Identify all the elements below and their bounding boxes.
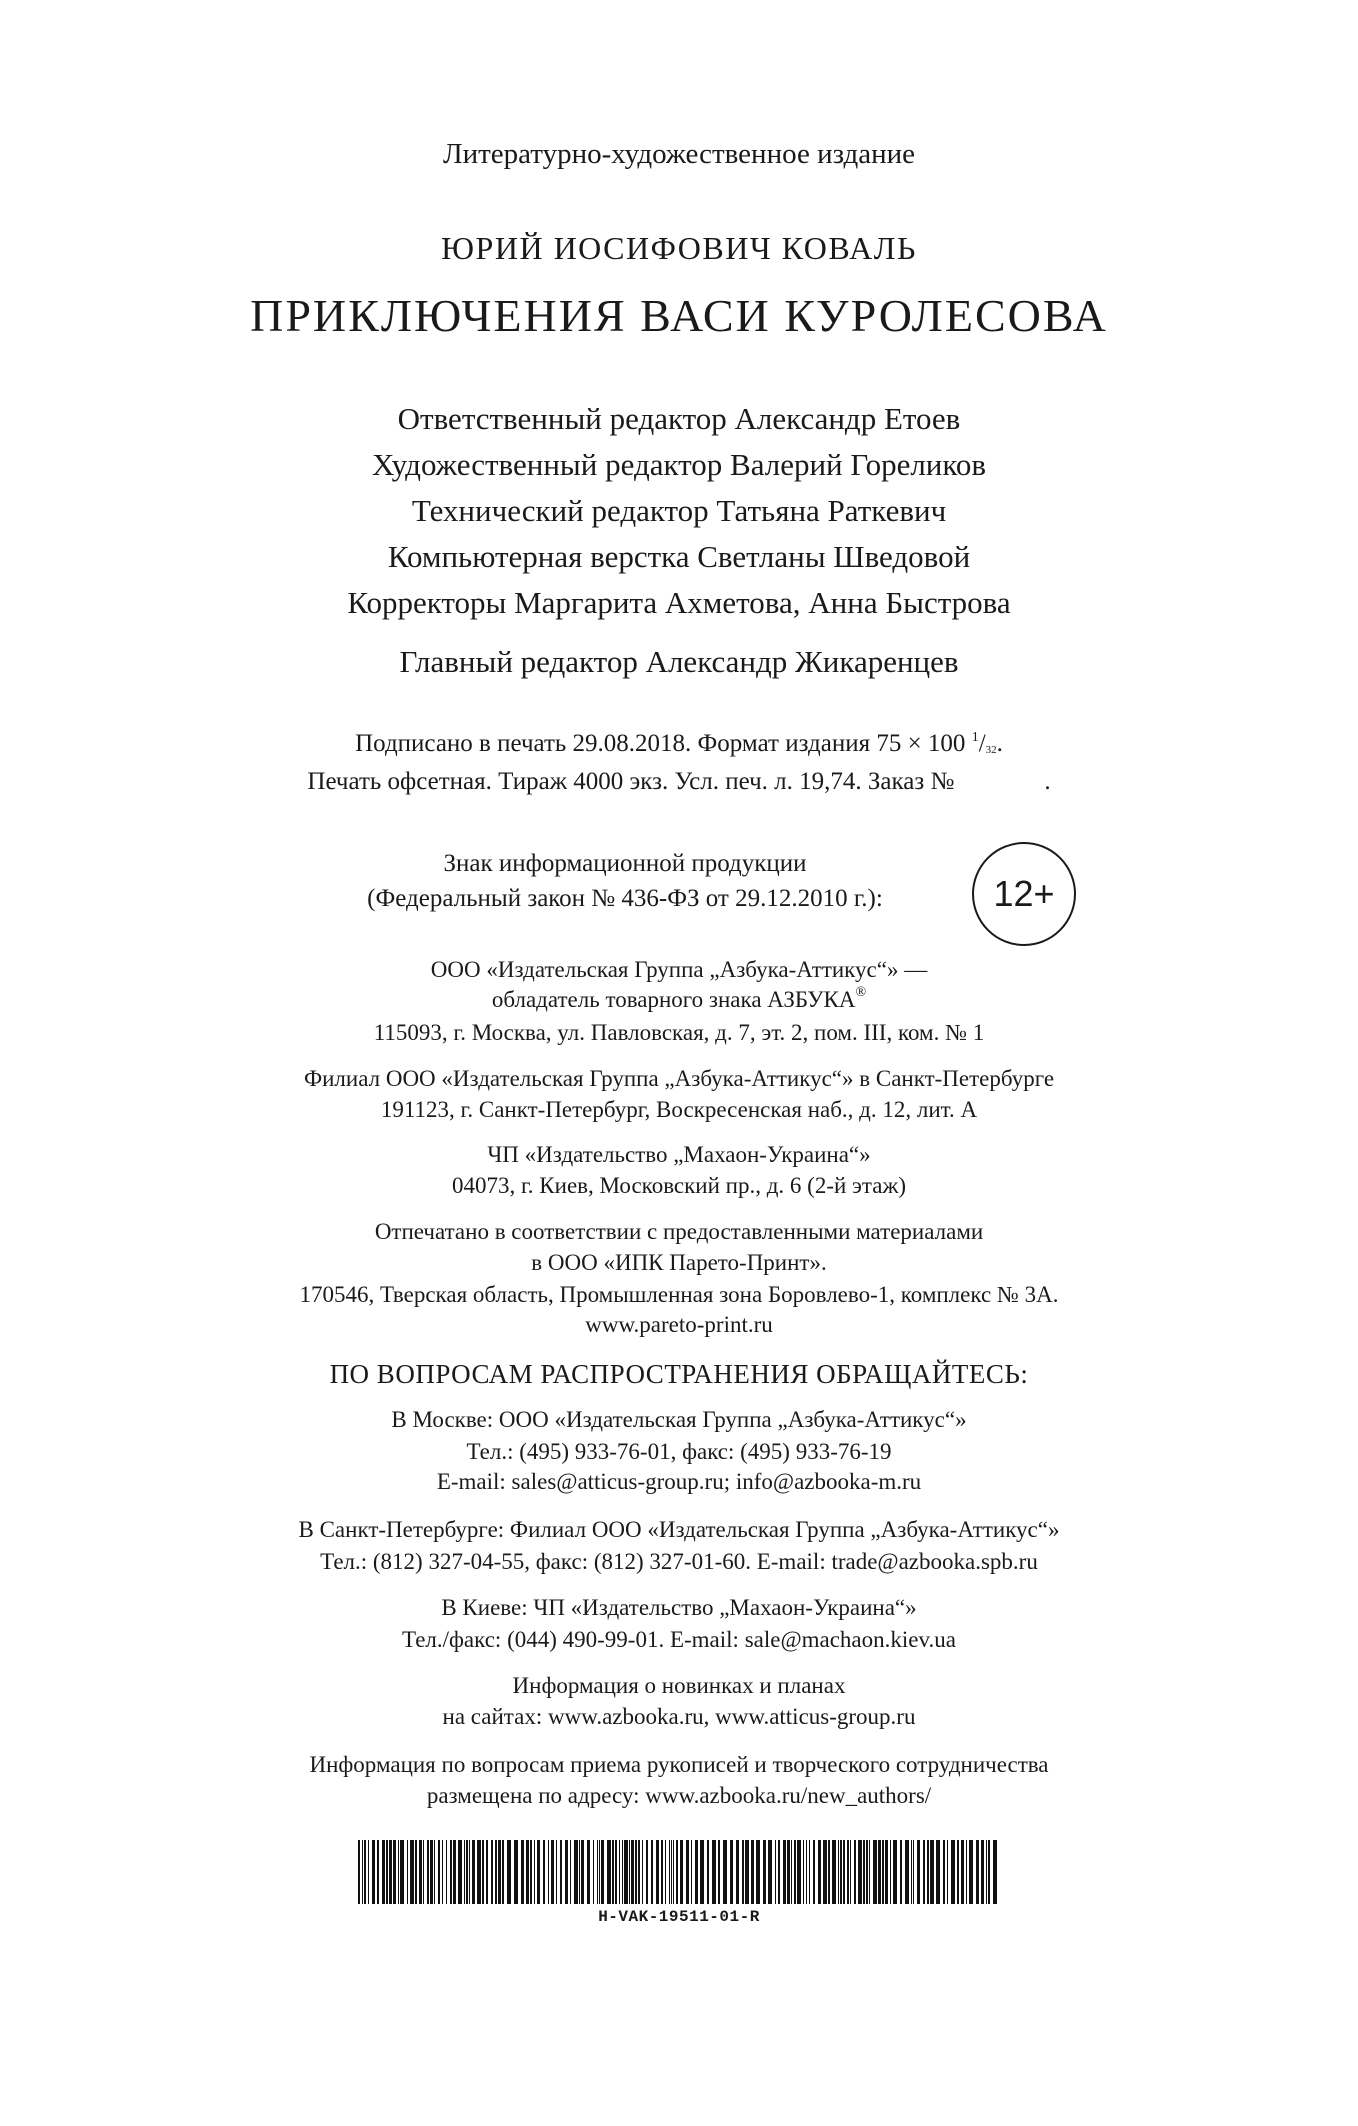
age-rating-label: Знак информационной продукции (443, 850, 807, 877)
publisher-address: 115093, г. Москва, ул. Павловская, д. 7, эт. 2, пом. III, ком. № 1 (373, 1020, 985, 1045)
book-title: ПРИКЛЮЧЕНИЯ ВАСИ КУРОЛЕСОВА (250, 290, 1108, 341)
age-rating-law: (Федеральный закон № 436-ФЗ от 29.12.2010 г.): (367, 885, 883, 912)
publisher-line-2 (0, 985, 1358, 1012)
staff-proofreaders: Корректоры Маргарита Ахметова, Анна Быстрова (347, 585, 1011, 620)
author-name: ЮРИЙ ИОСИФОВИЧ КОВАЛЬ (441, 230, 917, 266)
edition-type: Литературно-художественное издание (442, 138, 916, 170)
age-rating-text (290, 846, 960, 916)
printer-website: www.pareto-print.ru (585, 1312, 773, 1337)
manuscripts-info-line-2: размещена по адресу: www.azbooka.ru/new_authors/ (426, 1783, 932, 1808)
registered-trademark-icon: ® (855, 985, 867, 1000)
printer-line-1: Отпечатано в соответствии с предоставленными материалами (374, 1219, 984, 1244)
publisher-line-1: ООО «Издательская Группа „Азбука-Аттикус“» — (430, 957, 928, 982)
distribution-spb-line-1: В Санкт-Петербурге: Филиал ООО «Издательская Группа „Азбука-Аттикус“» (298, 1517, 1060, 1542)
print-info-line-2 (0, 769, 1358, 794)
age-rating-block (0, 842, 1358, 952)
news-info-websites: на сайтах: www.azbooka.ru, www.atticus-group.ru (442, 1704, 916, 1729)
format-numerator: 1 (971, 730, 979, 745)
printer-line-2: в ООО «ИПК Парето-Принт». (531, 1250, 827, 1275)
branch-kiev-line-1: ЧП «Издательство „Махаон-Украина“» (487, 1142, 871, 1167)
age-rating-badge: 12+ (972, 842, 1076, 946)
format-denominator: 32 (985, 744, 997, 756)
distribution-spb-contacts: Тел.: (812) 327-04-55, факс: (812) 327-01-60. E-mail: trade@azbooka.spb.ru (320, 1549, 1038, 1574)
printer-line-3: 170546, Тверская область, Промышленная зона Боровлево-1, комплекс № 3А. (299, 1282, 1059, 1307)
staff-responsible-editor: Ответственный редактор Александр Етоев (397, 401, 961, 436)
publisher-trademark-text: обладатель товарного знака АЗБУКА (491, 987, 856, 1012)
print-info-line-2-text: Печать офсетная. Тираж 4000 экз. Усл. печ. л. 19,74. Заказ № (307, 768, 955, 795)
print-info-line-1-end: . (996, 730, 1003, 757)
chief-editor: Главный редактор Александр Жикаренцев (399, 644, 959, 679)
branch-spb-line-1: Филиал ООО «Издательская Группа „Азбука-Аттикус“» в Санкт-Петербурге (303, 1066, 1055, 1091)
print-info-line-2-end: . (1044, 768, 1051, 795)
branch-spb-line-2: 191123, г. Санкт-Петербург, Воскресенская наб., д. 12, лит. А (380, 1097, 978, 1122)
distribution-heading: ПО ВОПРОСАМ РАСПРОСТРАНЕНИЯ ОБРАЩАЙТЕСЬ: (329, 1359, 1029, 1389)
distribution-moscow-phone: Тел.: (495) 933-76-01, факс: (495) 933-76-19 (466, 1439, 892, 1464)
distribution-kiev-contacts: Тел./факс: (044) 490-99-01. E-mail: sale@machaon.kiev.ua (402, 1627, 956, 1652)
format-slash: / (978, 730, 986, 757)
news-info-line-1: Информация о новинках и планах (512, 1673, 846, 1698)
branch-kiev-line-2: 04073, г. Киев, Московский пр., д. 6 (2-й этаж) (451, 1173, 907, 1198)
staff-art-editor: Художественный редактор Валерий Гореликов (371, 447, 987, 482)
manuscripts-info-line-1: Информация по вопросам приема рукописей и творческого сотрудничества (309, 1752, 1049, 1777)
barcode-text: H-VAK-19511-01-R (598, 1908, 760, 1926)
staff-layout: Компьютерная верстка Светланы Шведовой (387, 539, 971, 574)
print-info-text: Подписано в печать 29.08.2018. Формат издания 75 × 100 (355, 730, 972, 757)
distribution-moscow-line-1: В Москве: ООО «Издательская Группа „Азбука-Аттикус“» (391, 1407, 967, 1432)
distribution-kiev-line-1: В Киеве: ЧП «Издательство „Махаон-Украина“» (441, 1595, 917, 1620)
distribution-moscow-email: E-mail: sales@atticus-group.ru; info@azbooka-m.ru (436, 1469, 922, 1494)
staff-technical-editor: Технический редактор Татьяна Раткевич (411, 493, 947, 528)
print-info-line-1 (0, 731, 1358, 756)
barcode-icon (356, 1840, 1002, 1904)
